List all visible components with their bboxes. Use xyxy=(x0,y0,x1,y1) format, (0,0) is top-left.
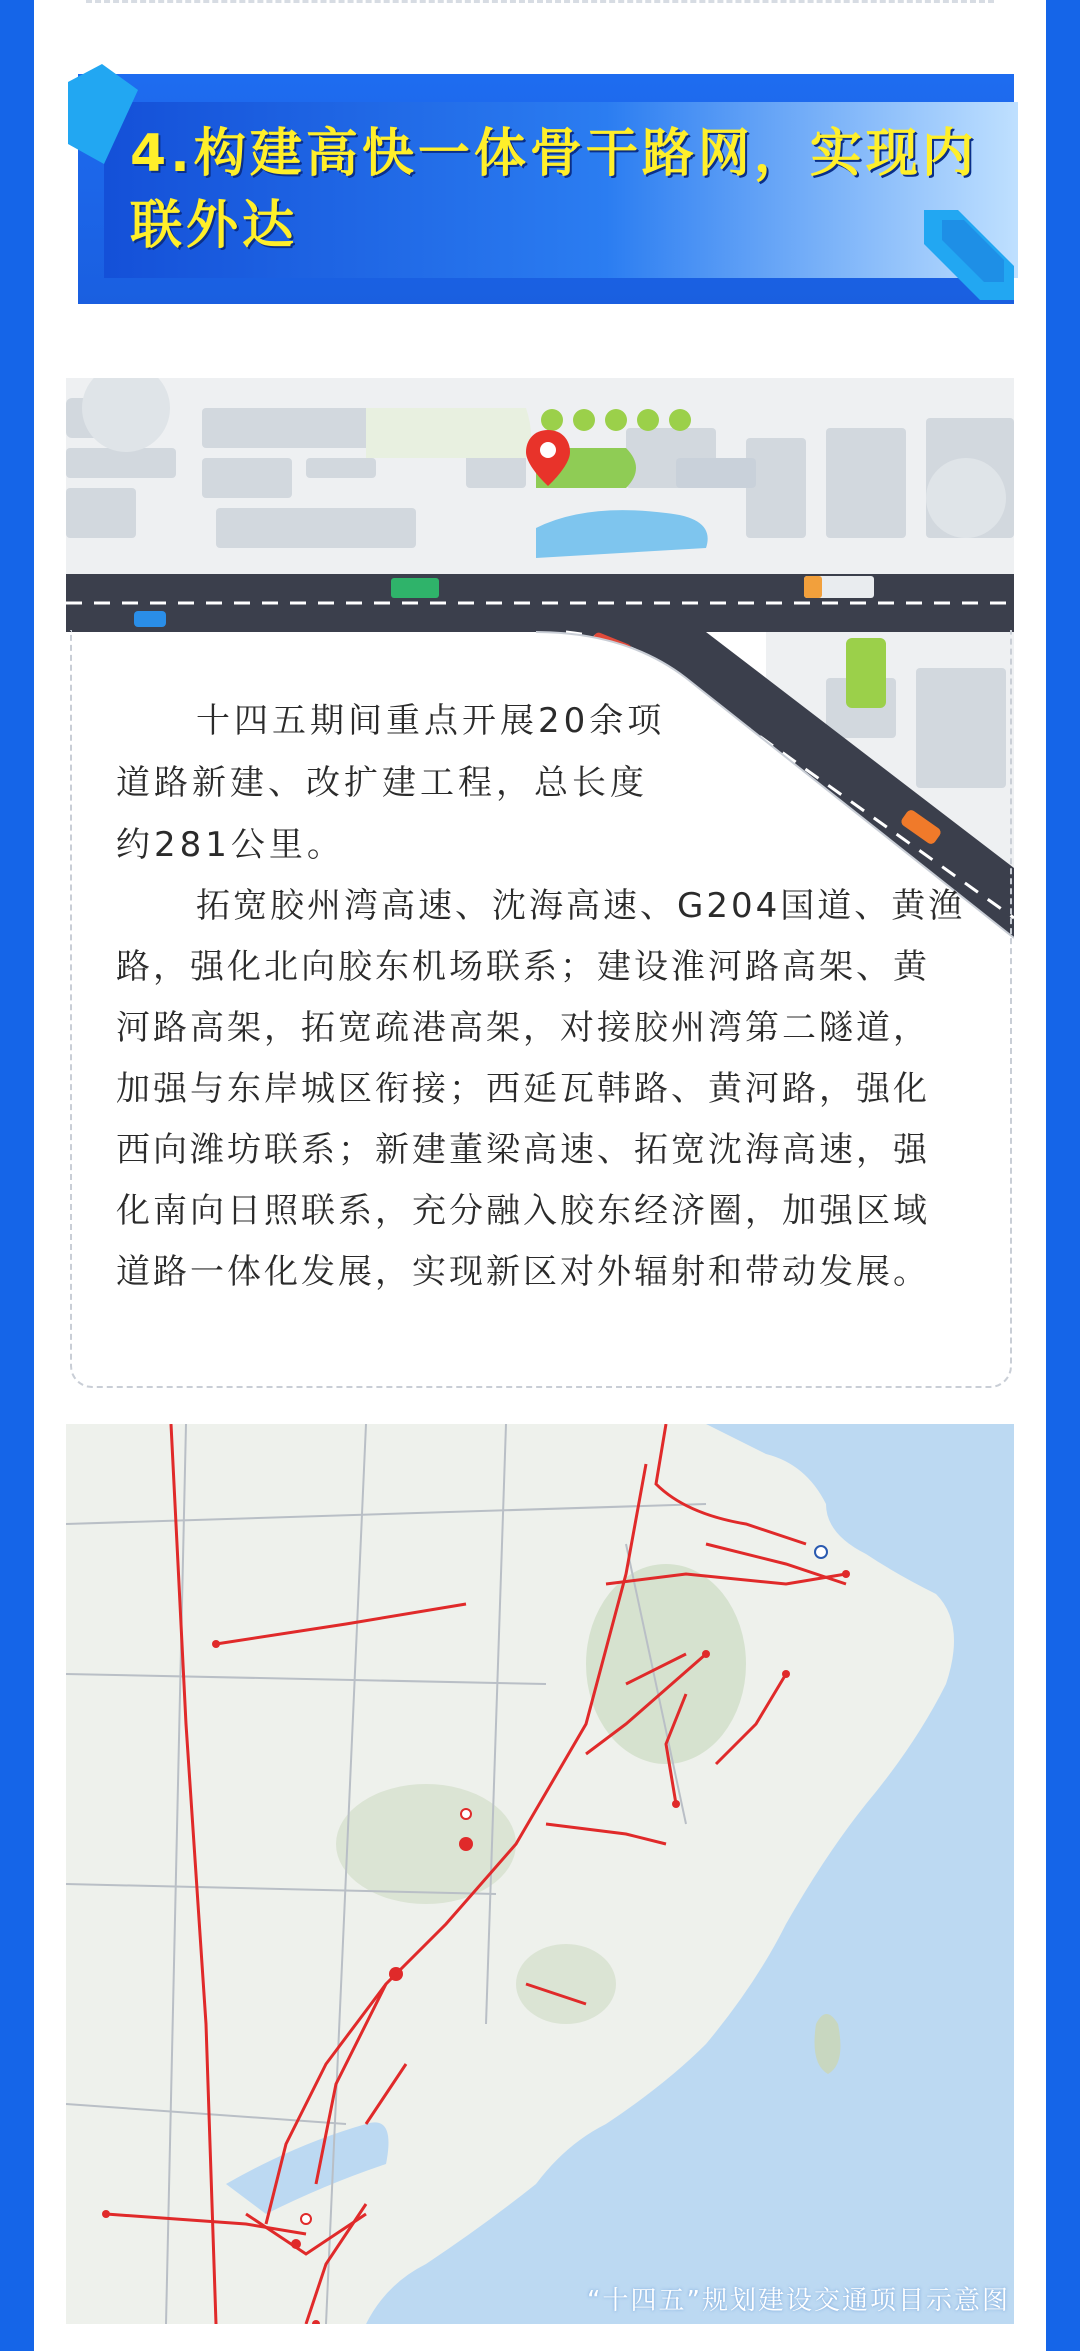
map-caption: “十四五”规划建设交通项目示意图 xyxy=(587,2286,1010,2316)
corner-arrow-icon xyxy=(68,64,138,164)
paragraph-details: 拓宽胶州湾高速、沈海高速、G204国道、黄渔路，强化北向胶东机场联系；建设淮河路高架、黄河路高架，拓宽疏港高架，对接胶州湾第二隧道，加强与东岸城区衔接；西延瓦韩路、黄河路，强化西向潍坊联系；新建董梁高速、拓宽沈海高速，强化南向日照联系，充分融入胶东经济圈，加强区域道路一体化发展，实现新区对外辐射和带动发展。 xyxy=(116,886,966,1292)
divider xyxy=(86,0,994,5)
section-title: 4.构建高快一体骨干路网，实现内联外达 xyxy=(130,124,978,256)
traffic-project-map xyxy=(66,1424,1014,2324)
map-graphic xyxy=(66,1424,1014,2324)
paragraph-intro: 十四五期间重点开展20余项道路新建、改扩建工程，总长度约281公里。 xyxy=(116,701,666,865)
